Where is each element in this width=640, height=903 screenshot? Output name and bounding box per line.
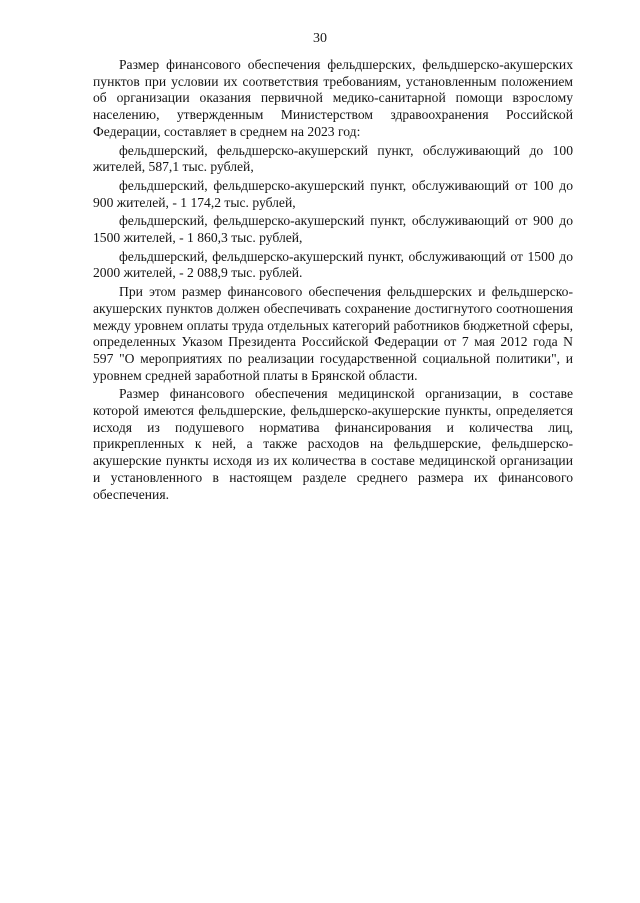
paragraph-item-up-to-100: фельдшерский, фельдшерско-акушерский пункт, обслуживающий до 100 жителей, 587,1 тыс. рублей, xyxy=(93,142,573,175)
paragraph-salary-ratio: При этом размер финансового обеспечения фельдшерских и фельдшерско-акушерских пунктов должен обеспечивать сохранение достигнутого соотношения между уровнем оплаты труда отдельных категорий работников бюджетной сферы, определенных Указом Президента Российской Федерации от 7 мая 2012 года N 597 "О мероприятиях по реализации государственной социальной политики", и уровнем средней заработной платы в Брянской области. xyxy=(93,284,573,383)
document-body xyxy=(93,57,573,505)
paragraph-financing-intro: Размер финансового обеспечения фельдшерских, фельдшерско-акушерских пунктов при условии их соответствия требованиям, установленным положением об организации оказания первичной медико-санитарной помощи взрослому населению, утвержденным Министерством здравоохранения Российской Федерации, составляет в среднем на 2023 год: xyxy=(93,57,573,139)
paragraph-organization-financing: Размер финансового обеспечения медицинской организации, в составе которой имеются фельдшерские, фельдшерско-акушерские пункты, определяется исходя из подушевого норматива финансирования и количества лиц, прикрепленных к ней, а также расходов на фельдшерские, фельдшерско-акушерские пункты исходя из их количества в составе медицинской организации и установленного в настоящем разделе среднего размера их финансового обеспечения. xyxy=(93,386,573,502)
paragraph-item-1500-2000: фельдшерский, фельдшерско-акушерский пункт, обслуживающий от 1500 до 2000 жителей, - 2 088,9 тыс. рублей. xyxy=(93,248,573,281)
paragraph-item-900-1500: фельдшерский, фельдшерско-акушерский пункт, обслуживающий от 900 до 1500 жителей, - 1 860,3 тыс. рублей, xyxy=(93,213,573,246)
page-number: 30 xyxy=(313,31,327,46)
paragraph-item-100-900: фельдшерский, фельдшерско-акушерский пункт, обслуживающий от 100 до 900 жителей, - 1 174,2 тыс. рублей, xyxy=(93,177,573,210)
